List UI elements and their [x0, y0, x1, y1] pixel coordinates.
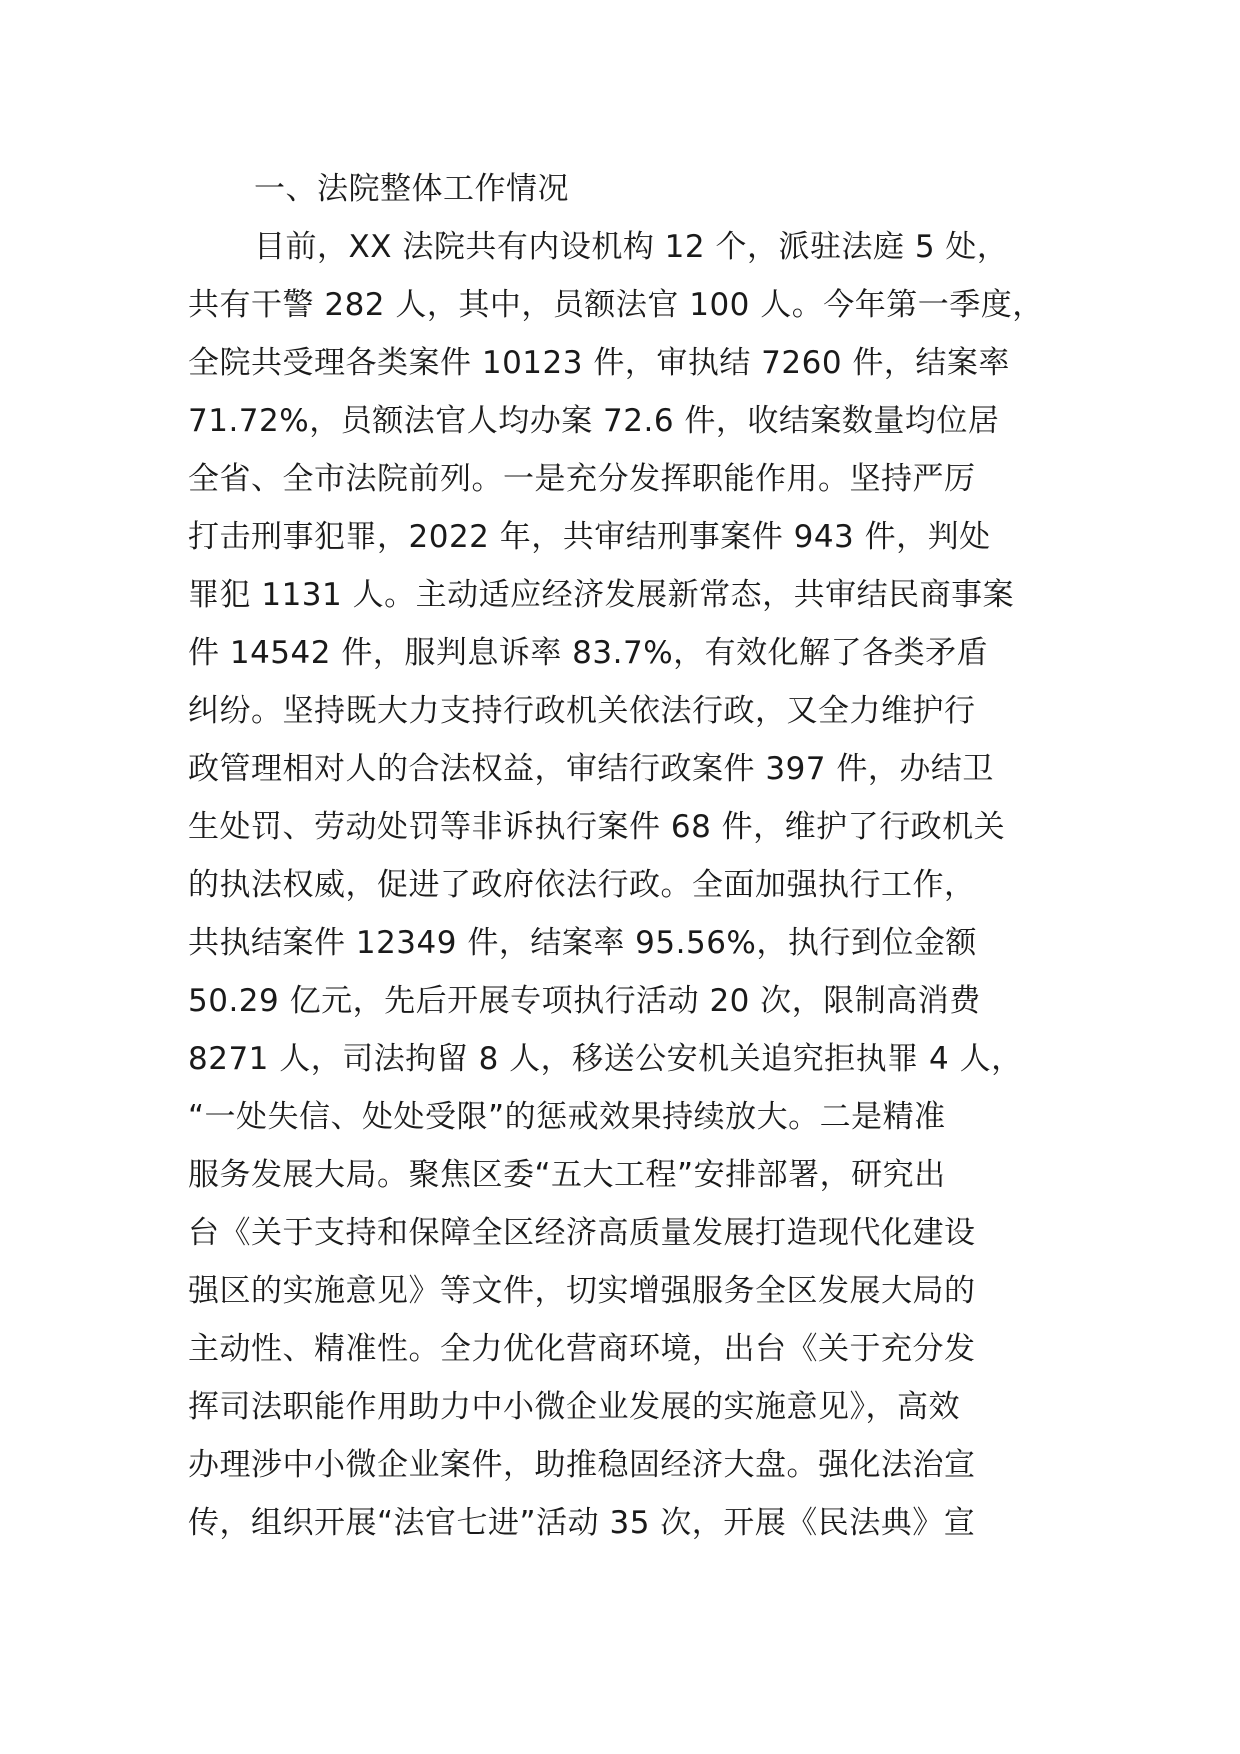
document-body: [188, 160, 1088, 1552]
paragraph-line: 的执法权威，促进了政府依法行政。全面加强执行工作，: [188, 867, 976, 903]
paragraph-line: 共执结案件 12349 件，结案率 95.56%，执行到位金额: [188, 925, 977, 961]
paragraph-line: 政管理相对人的合法权益，审结行政案件 397 件，办结卫: [188, 751, 994, 787]
paragraph-line: 全省、全市法院前列。一是充分发挥职能作用。坚持严厉: [188, 461, 976, 497]
paragraph-line: 打击刑事犯罪，2022 年，共审结刑事案件 943 件，判处: [188, 519, 991, 555]
paragraph-line: 件 14542 件，服判息诉率 83.7%，有效化解了各类矛盾: [188, 635, 989, 671]
paragraph-line: “一处失信、处处受限”的惩戒效果持续放大。二是精准: [188, 1099, 946, 1135]
paragraph-line: 8271 人，司法拘留 8 人，移送公安机关追究拒执罪 4 人，: [188, 1041, 1023, 1077]
paragraph-line: 共有干警 282 人，其中，员额法官 100 人。今年第一季度，: [188, 287, 1044, 323]
paragraph-line: 纠纷。坚持既大力支持行政机关依法行政，又全力维护行: [188, 693, 976, 729]
paragraph-line: 台《关于支持和保障全区经济高质量发展打造现代化建设: [188, 1215, 976, 1251]
paragraph-line: 50.29 亿元，先后开展专项执行活动 20 次，限制高消费: [188, 983, 981, 1019]
paragraph-line: 全院共受理各类案件 10123 件，审执结 7260 件，结案率: [188, 345, 1010, 381]
section-heading: 一、法院整体工作情况: [254, 171, 569, 207]
paragraph-line: 强区的实施意见》等文件，切实增强服务全区发展大局的: [188, 1273, 976, 1309]
paragraph-line: 罪犯 1131 人。主动适应经济发展新常态，共审结民商事案: [188, 577, 1015, 613]
paragraph-line: 办理涉中小微企业案件，助推稳固经济大盘。强化法治宣: [188, 1447, 976, 1483]
paragraph-line: 目前，XX 法院共有内设机构 12 个，派驻法庭 5 处，: [254, 229, 1009, 265]
paragraph-line: 生处罚、劳动处罚等非诉执行案件 68 件，维护了行政机关: [188, 809, 1006, 845]
paragraph-line: 服务发展大局。聚焦区委“五大工程”安排部署，研究出: [188, 1157, 946, 1193]
paragraph-line: 主动性、精准性。全力优化营商环境，出台《关于充分发: [188, 1331, 976, 1367]
paragraph-line: 传，组织开展“法官七进”活动 35 次，开展《民法典》宣: [188, 1505, 976, 1541]
paragraph-line: 挥司法职能作用助力中小微企业发展的实施意见》，高效: [188, 1389, 960, 1425]
paragraph-line: 71.72%，员额法官人均办案 72.6 件，收结案数量均位居: [188, 403, 1000, 439]
